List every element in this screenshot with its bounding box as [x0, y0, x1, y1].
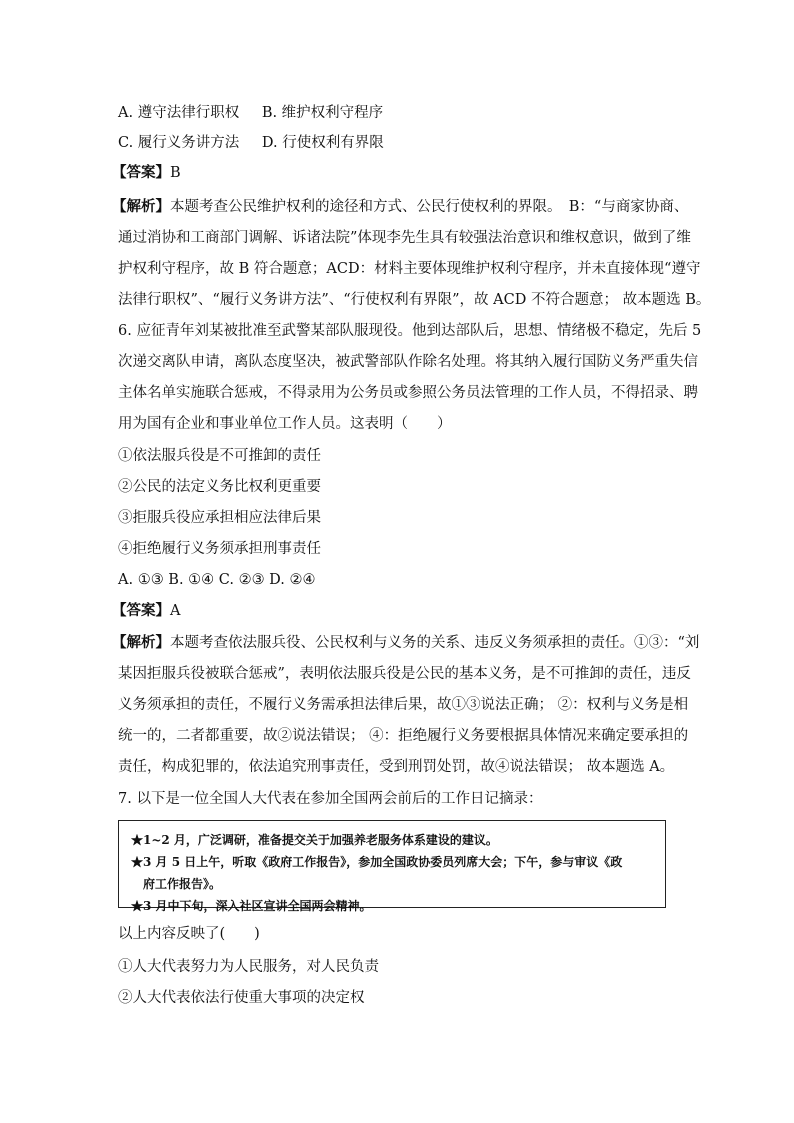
q6-item-3: ③拒服兵役应承担相应法律后果 — [118, 510, 321, 526]
q6-item-2: ②公民的法定义务比权利更重要 — [118, 479, 321, 495]
diary-line-4: ★3 月中下旬，深入社区宣讲全国两会精神。 — [131, 899, 372, 913]
q6-answer — [112, 601, 180, 621]
diary-line-2: ★3 月 5 日上午，听取《政府工作报告》，参加全国政协委员列席大会；下午，参与审议《政 — [131, 855, 623, 869]
q5-analysis-line-2: 通过消协和工商部门调解、诉诸法院”体现李先生具有较强法治意识和维权意识，做到了维 — [118, 230, 691, 246]
q5-options-row-1 — [118, 103, 383, 123]
q6-analysis-line-2: 某因拒服兵役被联合惩戒”，表明依法服兵役是公民的基本义务，是不可推卸的责任，违反 — [118, 666, 691, 682]
q7-after: 以上内容反映了( ) — [118, 926, 260, 942]
q5-option-d: D. 行使权利有界限 — [261, 135, 384, 151]
q6-analysis-line-4: 统一的，二者都重要，故②说法错误； ④：拒绝履行义务要根据具体情况来确定要承担的 — [118, 728, 689, 744]
analysis-label: 【解析】 — [112, 634, 170, 651]
q6-stem-line-3: 主体名单实施联合惩戒，不得录用为公务员或参照公务员法管理的工作人员，不得招录、聘 — [118, 385, 698, 401]
q6-analysis-line-3: 义务须承担的责任，不履行义务需承担法律后果，故①③说法正确； ②：权利与义务是相 — [118, 697, 689, 713]
q6-stem-line-4: 用为国有企业和事业单位工作人员。这表明（ ） — [118, 416, 452, 432]
diary-line-1: ★1~2 月，广泛调研，准备提交关于加强养老服务体系建设的建议。 — [131, 833, 498, 847]
answer-value: B — [170, 165, 181, 181]
q6-analysis-line-5: 责任，构成犯罪的，依法追究刑事责任，受到刑罚处罚，故④说法错误； 故本题选 A。 — [118, 759, 675, 775]
answer-label: 【答案】 — [112, 602, 170, 619]
q6-stem-line-1: 6. 应征青年刘某被批准至武警某部队服现役。他到达部队后，思想、情绪极不稳定，先后 5 — [118, 323, 702, 339]
q6-analysis-line-1: 【解析】本题考查依法服兵役、公民权利与义务的关系、违反义务须承担的责任。①③：“刘 — [112, 634, 700, 651]
q6-stem-line-2: 次递交离队申请，离队态度坚决，被武警部队作除名处理。将其纳入履行国防义务严重失信 — [118, 354, 698, 370]
q6-item-1: ①依法服兵役是不可推卸的责任 — [118, 448, 321, 464]
analysis-label: 【解析】 — [112, 198, 170, 215]
q7-item-1: ①人大代表努力为人民服务，对人民负责 — [118, 959, 379, 975]
q5-answer — [112, 163, 181, 183]
diary-line-3: 府工作报告》。 — [143, 877, 222, 891]
q5-analysis-line-4: 法律行职权”、“履行义务讲方法”、“行使权利有界限”，故 ACD 不符合题意； 故本题选 B。 — [118, 292, 711, 308]
q5-analysis-line-3: 护权利守程序，故 B 符合题意；ACD：材料主要体现维护权利守程序，并未直接体现“遵守 — [118, 261, 701, 277]
q7-item-2: ②人大代表依法行使重大事项的决定权 — [118, 990, 365, 1006]
q5-option-b: B. 维护权利守程序 — [261, 105, 384, 121]
answer-value: A — [170, 603, 181, 619]
diary-excerpt-box — [118, 820, 666, 913]
q6-options: A. ①③ B. ①④ C. ②③ D. ②④ — [118, 572, 316, 588]
answer-label: 【答案】 — [112, 164, 170, 181]
q5-analysis-line-1: 【解析】本题考查公民维护权利的途径和方式、公民行使权利的界限。 B：“与商家协商、 — [112, 198, 689, 215]
q6-item-4: ④拒绝履行义务须承担刑事责任 — [118, 541, 321, 557]
q7-stem: 7. 以下是一位全国人大代表在参加全国两会前后的工作日记摘录： — [118, 791, 543, 807]
q5-options-row-2 — [118, 133, 384, 153]
q5-option-c: C. 履行义务讲方法 — [118, 135, 240, 151]
q5-option-a: A. 遵守法律行职权 — [118, 105, 240, 121]
